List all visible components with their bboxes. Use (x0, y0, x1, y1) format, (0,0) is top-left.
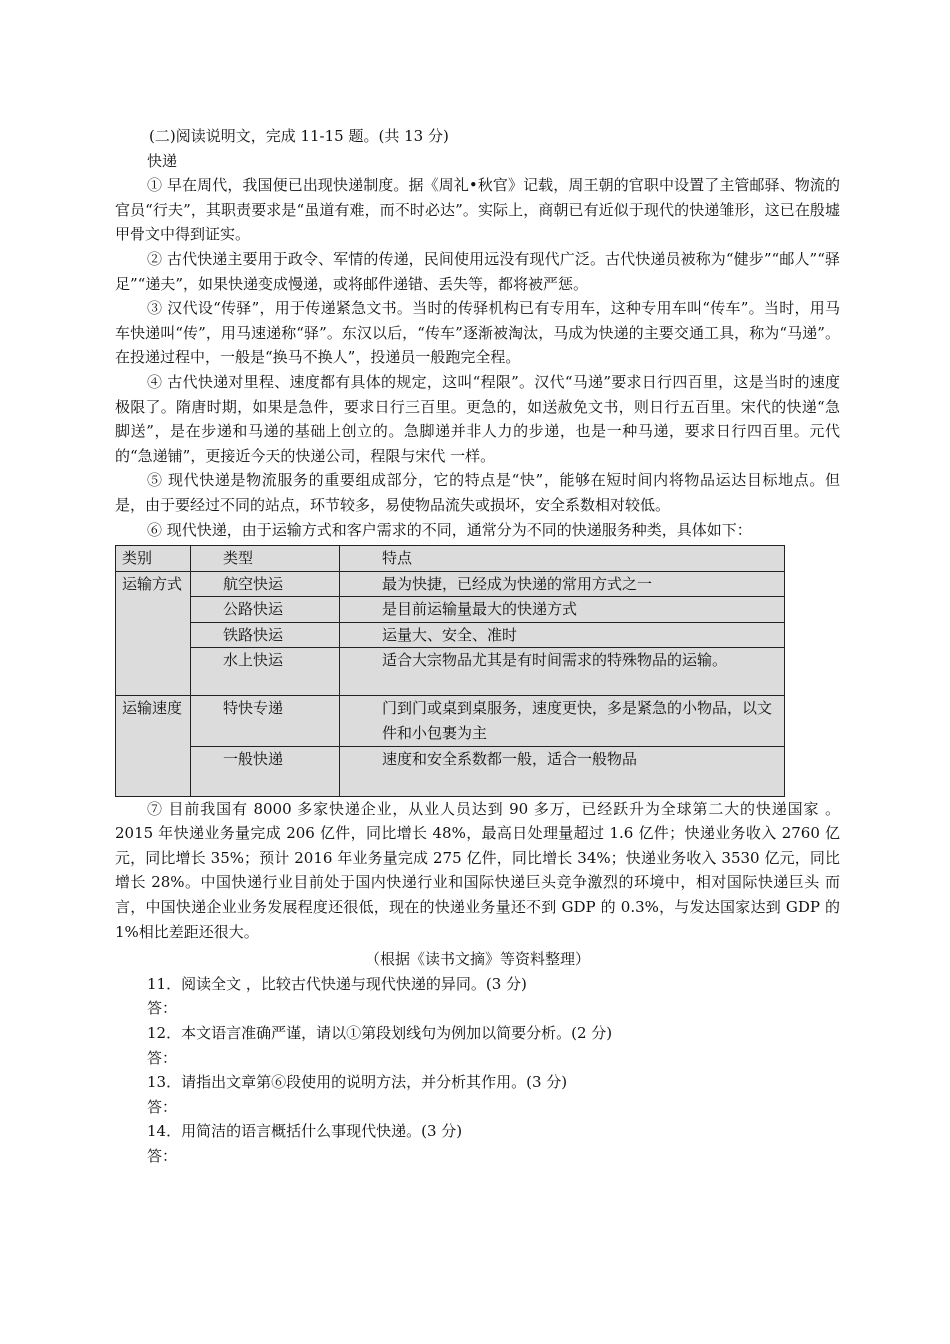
question-text: 11．阅读全文 ，比较古代快递与现代快递的异同。(3 分) (147, 974, 527, 993)
table-row (116, 622, 785, 648)
question-text: 13．请指出文章第⑥段使用的说明方法，并分析其作用。(3 分) (147, 1073, 568, 1092)
question-text: 12．本文语言准确严谨，请以①第段划线句为例加以简要分析。(2 分) (147, 1024, 613, 1042)
question-14 (147, 1119, 840, 1168)
table-row (116, 696, 785, 746)
paragraph-2: ② 古代快递主要用于政令、军情的传递，民间使用远没有现代广泛。古代快递员被称为“健步”“邮人”“驿足”“递夫”，如果快递变成慢递，或将邮件递错、丢失等，都将被严惩。 (115, 249, 840, 293)
table-row (116, 746, 785, 796)
answer-label: 答： (147, 1048, 178, 1067)
question-11 (147, 972, 840, 1021)
question-13 (147, 1070, 840, 1119)
paragraph-3: ③ 汉代设“传驿”，用于传递紧急文书。当时的传驿机构已有专用车，这种专用车叫“传车”。当时，用马车快递叫“传”，用马速递称“驿”。东汉以后，“传车”逐渐被淘汰，马成为快递的主要交通工具，称为“马递”。在投递过程中，一般是“换马不换人”，投递员一般跑完全程。 (115, 299, 840, 367)
answer-label: 答： (147, 1097, 178, 1116)
section-header: (二)阅读说明文，完成 11-15 题。(共 13 分) (149, 127, 449, 145)
feature-cell: 适合大宗物品尤其是有时间需求的特殊物品的运输。 (340, 648, 785, 696)
paragraph-6: ⑥ 现代快递，由于运输方式和客户需求的不同，通常分为不同的快递服务种类，具体如下： (147, 520, 752, 539)
header-feature: 特点 (340, 546, 785, 572)
paragraph-1: ① 早在周代，我国便已出现快递制度。据《周礼•秋官》记载，周王朝的官职中设置了主管邮驿、物流的官员“行夫”，其职责要求是“虽道有难，而不时必达”。实际上，商朝已有近似于现代的快递雏形，这已在殷墟甲骨文中得到证实。 (115, 176, 840, 244)
question-text: 14．用简洁的语言概括什么事现代快递。(3 分) (147, 1122, 463, 1141)
answer-label: 答： (147, 999, 178, 1018)
answer-label: 答： (147, 1146, 178, 1165)
type-cell: 航空快运 (191, 571, 340, 597)
paragraph-4: ④ 古代快递对里程、速度都有具体的规定，这叫“程限”。汉代“马递”要求日行四百里，这是当时的速度极限了。隋唐时期，如果是急件，要求日行三百里。更急的，如送赦免文书，则日行五百里。宋代的快递“急脚送”，是在步递和马递的基础上创立的。急脚递并非人力的步递，也是一种马递，要求日行四百里。元代的“急递铺”，更接近今天的快递公司，程限与宋代 一样。 (115, 372, 840, 465)
feature-cell: 运量大、安全、准时 (340, 622, 785, 648)
table-row (116, 571, 785, 597)
feature-cell: 最为快捷，已经成为快递的常用方式之一 (340, 571, 785, 597)
express-types-table (115, 545, 785, 797)
table-header-row (116, 546, 785, 572)
group-label-transport-speed: 运输速度 (116, 696, 191, 796)
type-cell: 一般快递 (191, 746, 340, 796)
feature-cell: 门到门或桌到桌服务，速度更快，多是紧急的小物品，以文件和小包裹为主 (340, 696, 785, 746)
group-label-transport-mode: 运输方式 (116, 571, 191, 696)
source-note: （根据《读书文摘》等资料整理） (364, 950, 590, 969)
type-cell: 公路快运 (191, 597, 340, 623)
type-cell: 铁路快运 (191, 622, 340, 648)
header-type: 类型 (191, 546, 340, 572)
paragraph-7: ⑦ 目前我国有 8000 多家快递企业，从业人员达到 90 多万，已经跃升为全球第二大的快递国家 。2015 年快递业务量完成 206 亿件，同比增长 48%，最高日处理量超过 1.6 亿件；快递业务收入 2760 亿元，同比增长 35%；预计 2016 年业务量完成 275 亿件，同比增长 34%；快递业务收入 3530 亿元，同比增长 28%。中国快递行业目前处于国内快递行业和国际快递巨头竞争激烈的环境中，相对国际快递巨头 而言，中国快递企业业务发展程度还很低，现在的快递业务量还不到 GDP 的 0.3%，与发达国家达到 GDP 的 1%相比差距还很大。 (115, 799, 840, 941)
document-page (115, 124, 840, 1169)
paragraph-5: ⑤ 现代快递是物流服务的重要组成部分，它的特点是“快”，能够在短时间内将物品运达目标地点。但是，由于要经过不同的站点，环节较多，易使物品流失或损坏，安全系数相对较低。 (115, 471, 840, 514)
feature-cell: 是目前运输量最大的快递方式 (340, 597, 785, 623)
feature-cell: 速度和安全系数都一般，适合一般物品 (340, 746, 785, 796)
table-row (116, 597, 785, 623)
article-title: 快递 (147, 151, 178, 170)
table-row (116, 648, 785, 696)
header-category: 类别 (116, 546, 191, 572)
type-cell: 特快专递 (191, 696, 340, 746)
question-12 (147, 1021, 840, 1070)
type-cell: 水上快运 (191, 648, 340, 696)
